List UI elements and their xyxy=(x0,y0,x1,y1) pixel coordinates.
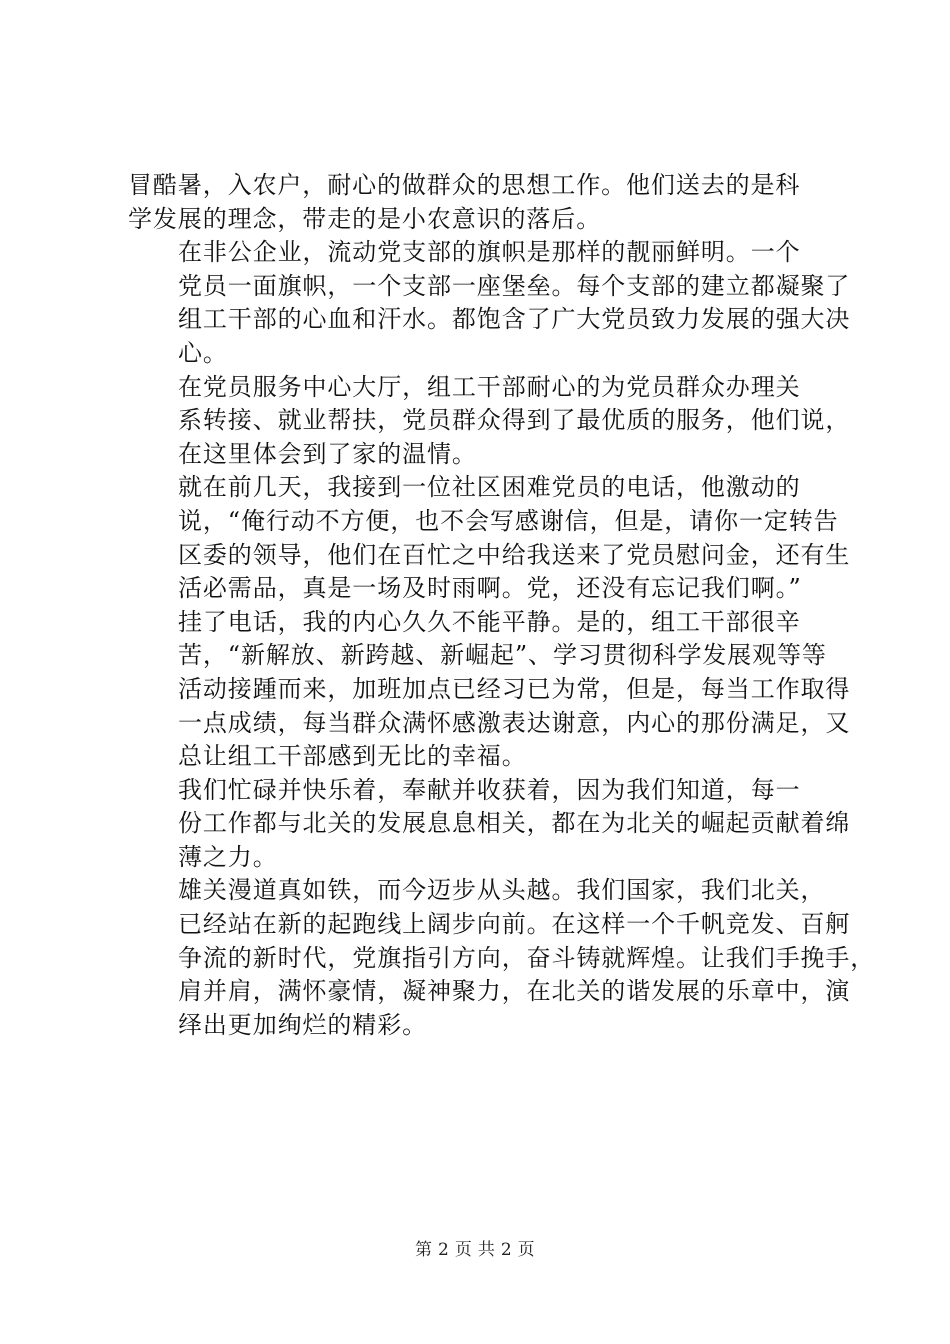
text-line: 活动接踵而来，加班加点已经习已为常，但是，每当工作取得 xyxy=(178,674,851,703)
text-line: 苦，“新解放、新跨越、新崛起”、学习贯彻科学发展观等等 xyxy=(178,641,827,670)
text-line: 肩并肩，满怀豪情，凝神聚力，在北关的谐发展的乐章中，演 xyxy=(178,977,851,1006)
text-line: 冒酷暑，入农户，耐心的做群众的思想工作。他们送去的是科 xyxy=(128,171,801,199)
text-line: 组工干部的心血和汗水。都饱含了广大党员致力发展的强大决 xyxy=(178,305,851,334)
text-line: 薄之力。 xyxy=(178,842,278,871)
text-line: 已经站在新的起跑线上阔步向前。在这样一个千帆竞发、百舸 xyxy=(178,910,851,939)
text-line: 我们忙碌并快乐着，奉献并收获着，因为我们知道，每一 xyxy=(178,775,801,804)
text-line: 雄关漫道真如铁，而今迈步从头越。我们国家，我们北关， xyxy=(178,876,826,905)
text-line: 区委的领导，他们在百忙之中给我送来了党员慰问金，还有生 xyxy=(178,540,851,569)
text-line: 总让组工干部感到无比的幸福。 xyxy=(178,742,527,771)
text-line: 心。 xyxy=(178,338,228,367)
paragraph xyxy=(128,774,851,875)
paragraph xyxy=(128,236,851,370)
page-footer: 第 2 页 共 2 页 xyxy=(415,1240,535,1260)
text-line: 在非公企业，流动党支部的旗帜是那样的靓丽鲜明。一个 xyxy=(178,238,801,267)
text-line: 在这里体会到了家的温情。 xyxy=(178,439,477,468)
text-line: 绎出更加绚烂的精彩。 xyxy=(178,1010,427,1039)
document-body xyxy=(128,169,876,1042)
text-line: 活必需品，真是一场及时雨啊。党，还没有忘记我们啊。” xyxy=(178,574,802,603)
paragraph xyxy=(128,471,851,605)
paragraph xyxy=(128,371,851,472)
text-line: 党员一面旗帜，一个支部一座堡垒。每个支部的建立都凝聚了 xyxy=(178,271,851,300)
text-line: 说，“俺行动不方便，也不会写感谢信，但是，请你一定转告 xyxy=(178,506,839,535)
text-line: 一点成绩，每当群众满怀感激表达谢意，内心的那份满足，又 xyxy=(178,708,851,737)
paragraph xyxy=(128,169,833,236)
text-line: 学发展的理念，带走的是小农意识的落后。 xyxy=(128,204,602,233)
text-line: 在党员服务中心大厅，组工干部耐心的为党员群众办理关 xyxy=(178,372,801,401)
text-line: 就在前几天，我接到一位社区困难党员的电话，他激动的 xyxy=(178,473,801,502)
text-line: 挂了电话，我的内心久久不能平静。是的，组工干部很辛 xyxy=(178,607,801,636)
text-line: 争流的新时代，党旗指引方向，奋斗铸就辉煌。让我们手挽手， xyxy=(178,943,876,972)
text-line: 系转接、就业帮扶，党员群众得到了最优质的服务，他们说， xyxy=(178,406,851,435)
paragraph xyxy=(128,606,851,774)
text-line: 份工作都与北关的发展息息相关，都在为北关的崛起贡献着绵 xyxy=(178,809,851,838)
paragraph xyxy=(128,874,876,1042)
